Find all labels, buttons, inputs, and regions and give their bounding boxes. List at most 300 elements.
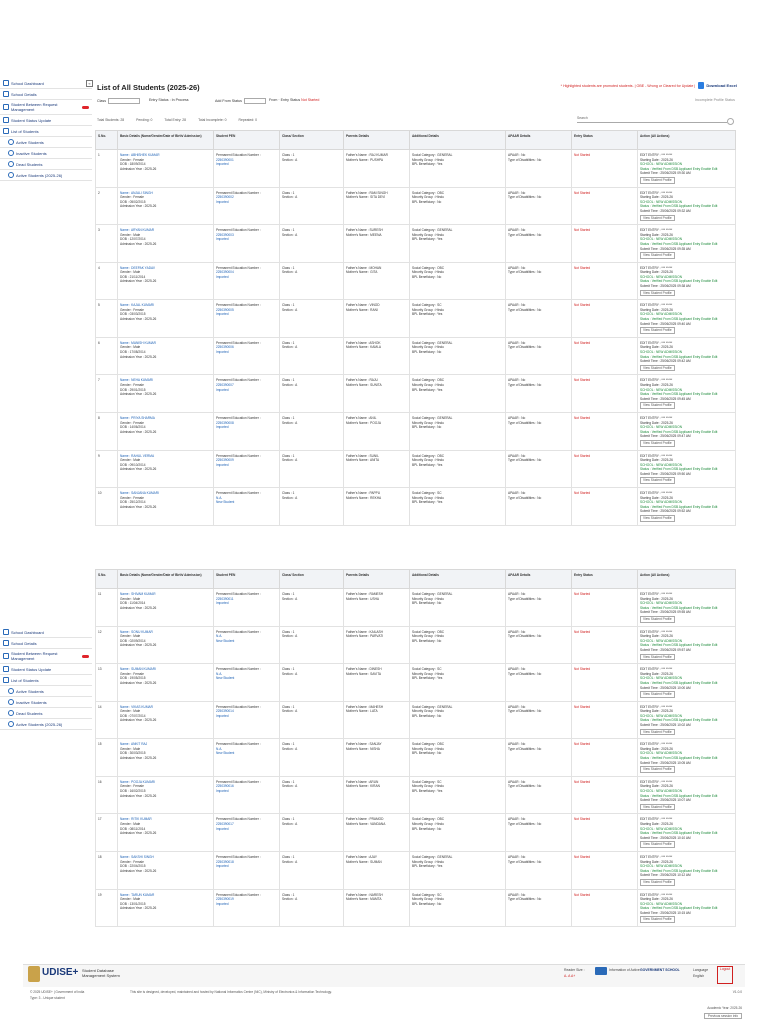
- sidebar-item[interactable]: [0, 638, 92, 649]
- cell-line: BPL Beneficiary : No: [412, 751, 442, 756]
- cell-line: Mother's Name : USHA: [346, 596, 380, 601]
- cell-parents: [344, 337, 410, 375]
- view-profile-button[interactable]: View Student Profile: [640, 916, 675, 923]
- cell-line: Minority Group : Hindu: [412, 232, 444, 237]
- cell-line: Admission Year : 2025-26: [120, 605, 157, 610]
- sidebar-item[interactable]: [0, 627, 92, 638]
- cell-status: [572, 488, 638, 526]
- cell-basic: [118, 450, 214, 488]
- cell-line: SCHOOL : NEW ADMISSION: [640, 462, 683, 467]
- column-header: Entry Status: [572, 570, 638, 589]
- student-name[interactable]: Name : SUMAN KUMARI: [120, 667, 156, 672]
- cell-pen: [214, 488, 280, 526]
- sidebar-item[interactable]: [0, 137, 92, 148]
- sidebar-item-label: List of Students: [11, 677, 39, 683]
- cell-additional: [410, 150, 506, 188]
- pen-number: 2250390011: [216, 596, 234, 601]
- entry-status-badge: Not Started: [574, 491, 591, 496]
- table-row: [96, 150, 736, 188]
- table-row: [96, 300, 736, 338]
- cell-line: APAAR : No: [508, 817, 526, 822]
- sidebar-item[interactable]: [0, 708, 92, 719]
- cell-line: Gender : Female: [120, 420, 144, 425]
- cell-additional: [410, 225, 506, 263]
- student-name[interactable]: Name : SANJANA KUMARI: [120, 491, 159, 496]
- view-profile-button[interactable]: View Student Profile: [640, 879, 675, 886]
- cell-line: DOB : 17/08/2014: [120, 350, 146, 354]
- cell-line: DOB : 05/02/2015: [120, 199, 146, 204]
- cell-line: Section : A: [282, 307, 298, 312]
- pen-status: Imported: [216, 789, 229, 793]
- cell-line: Father's Name : SUNIL: [346, 453, 379, 458]
- sidebar-toggle[interactable]: «: [86, 80, 93, 87]
- cell-line: Class : 1: [282, 629, 295, 634]
- view-profile-button[interactable]: View Student Profile: [640, 177, 675, 184]
- cell-line: Admission Year : 2025-26: [120, 831, 157, 836]
- entry-status-filter-2[interactable]: From · Entry Status Not Started: [269, 98, 320, 102]
- last-login-info: Previous session info: [704, 1013, 742, 1019]
- cell-line: Class : 1: [282, 415, 295, 420]
- cell-line: Father's Name : RAM SINGH: [346, 190, 388, 195]
- cell-apaar: [506, 626, 572, 664]
- entry-status-badge: Not Started: [574, 153, 591, 157]
- sidebar-item[interactable]: [0, 126, 92, 137]
- student-name[interactable]: Name : MANISH KUMAR: [120, 340, 156, 345]
- session-info: Academic Year: 2025-26: [707, 1006, 742, 1010]
- cell-actions: [638, 701, 736, 739]
- excel-icon: [698, 82, 704, 89]
- cell-sno: 6: [96, 337, 118, 375]
- cell-line: Gender : Male: [120, 270, 141, 275]
- column-header: APAAR Details: [506, 570, 572, 589]
- cell-class: [280, 589, 344, 627]
- table-row: [96, 776, 736, 814]
- view-profile-button[interactable]: View Student Profile: [640, 290, 675, 297]
- sidebar-item-label: Student Status Update: [11, 117, 52, 123]
- pen-number: 2250390006: [216, 345, 234, 350]
- column-header: Entry Status: [572, 131, 638, 150]
- sidebar-item[interactable]: [0, 148, 92, 159]
- pen-number: N.A.: [216, 746, 223, 751]
- cell-additional: [410, 412, 506, 450]
- cell-line: Admission Year : 2025-26: [120, 906, 157, 911]
- student-name[interactable]: Name : DEEPAK YADAV: [120, 265, 156, 270]
- cell-line: Section : A: [282, 345, 298, 350]
- cell-line: APAAR : No: [508, 667, 526, 672]
- cell-line: Starting Date : 2025-26: [640, 634, 673, 639]
- summary-tab[interactable]: Repeated: 0: [238, 118, 258, 122]
- student-name[interactable]: Name : RAHUL VERMA: [120, 453, 155, 458]
- cell-sno: 9: [96, 450, 118, 488]
- cell-line: Minority Group : Hindu: [412, 821, 444, 826]
- view-profile-button[interactable]: View Student Profile: [640, 616, 675, 623]
- cell-line: Social Category : GENERAL: [412, 704, 453, 709]
- pen-status: Imported: [216, 462, 229, 467]
- entry-status-badge: Not Started: [574, 854, 591, 859]
- student-name[interactable]: Name : ANKIT RAJ: [120, 742, 148, 747]
- cell-status: [572, 739, 638, 777]
- language-label: Language: [693, 968, 709, 972]
- cell-class: [280, 150, 344, 188]
- cell-status: [572, 412, 638, 450]
- cell-line: Type of Disabilities : No: [508, 345, 542, 350]
- cell-line: Status : Verified From DSB Applicant Entry Enable Edit: [640, 756, 718, 761]
- cell-line: EDIT ENTRY : *** *****: [640, 453, 673, 458]
- cell-line: Status : Verified From DSB Applicant Entry Enable Edit: [640, 643, 718, 648]
- cell-pen: [214, 187, 280, 225]
- search-input[interactable]: Search: [577, 116, 727, 123]
- sidebar-item-label: List of Students: [11, 128, 39, 134]
- cell-line: Section : A: [282, 821, 298, 826]
- reader-size-label: Reader Size :: [564, 968, 585, 972]
- cell-line: Status : Verified From DSB Applicant Entry Enable Edit: [640, 392, 718, 397]
- student-name[interactable]: Name : KAJAL KUMARI: [120, 303, 155, 308]
- cell-line: Section : A: [282, 157, 298, 162]
- cell-line: SCHOOL : NEW ADMISSION: [640, 901, 683, 906]
- language-select[interactable]: English: [693, 974, 705, 978]
- cell-sno: 5: [96, 300, 118, 338]
- screen-part-2: [0, 563, 768, 963]
- cell-sno: 2: [96, 187, 118, 225]
- cell-line: Minority Group : Hindu: [412, 157, 444, 162]
- cell-line: SCHOOL : NEW ADMISSION: [640, 274, 683, 279]
- sidebar-item[interactable]: [0, 675, 92, 686]
- cell-additional: [410, 664, 506, 702]
- cell-line: APAAR : No: [508, 265, 526, 270]
- cell-line: SCHOOL : NEW ADMISSION: [640, 713, 683, 718]
- cell-line: Social Category : OBC: [412, 265, 445, 270]
- cell-actions: [638, 187, 736, 225]
- cell-line: DOB : 09/10/2014: [120, 462, 146, 467]
- cell-line: Mother's Name : LATA: [346, 709, 378, 714]
- sidebar-item[interactable]: [0, 115, 92, 126]
- cell-line: SCHOOL : NEW ADMISSION: [640, 425, 683, 430]
- cell-line: Section : A: [282, 859, 298, 864]
- sidebar-item[interactable]: [0, 649, 92, 664]
- cell-line: Father's Name : ANIL: [346, 415, 377, 420]
- entry-status-filter[interactable]: Entry Status : In Process: [149, 98, 189, 102]
- sidebar-item[interactable]: [0, 78, 92, 89]
- download-excel-button[interactable]: [698, 82, 737, 89]
- cell-basic: [118, 375, 214, 413]
- student-name[interactable]: Name : ANJALI SINGH: [120, 190, 153, 195]
- pen-number: 2250390005: [216, 307, 234, 312]
- pen-number: 2250390016: [216, 784, 234, 789]
- cell-line: Class : 1: [282, 817, 295, 822]
- cell-line: Starting Date : 2025-26: [640, 671, 673, 676]
- student-name[interactable]: Name : VIKAS KUMAR: [120, 704, 153, 709]
- student-name[interactable]: Name : TARUN KUMAR: [120, 892, 155, 897]
- cell-additional: [410, 814, 506, 852]
- class-filter-label: Class: [97, 98, 106, 103]
- view-profile-button[interactable]: View Student Profile: [640, 477, 675, 484]
- view-profile-button[interactable]: View Student Profile: [640, 766, 675, 773]
- cell-line: Father's Name : SANJAY: [346, 742, 382, 747]
- summary-tab[interactable]: Total Students: 28: [97, 118, 125, 122]
- cell-basic: [118, 889, 214, 927]
- student-name[interactable]: Name : PRIYA SHARMA: [120, 415, 155, 420]
- cell-class: [280, 701, 344, 739]
- cell-line: Minority Group : Hindu: [412, 596, 444, 601]
- view-profile-button[interactable]: View Student Profile: [640, 515, 675, 522]
- cell-pen: [214, 851, 280, 889]
- menu-icon: [3, 666, 9, 672]
- cell-line: Type of Disabilities : No: [508, 495, 542, 500]
- pen-number: N.A.: [216, 495, 223, 500]
- cell-parents: [344, 701, 410, 739]
- cell-line: Submit Time : 25/06/2025 09:50 AM: [640, 471, 691, 476]
- cell-additional: [410, 739, 506, 777]
- cell-actions: [638, 225, 736, 263]
- cell-sno: 19: [96, 889, 118, 927]
- cell-line: APAAR : No: [508, 228, 526, 233]
- sidebar-item[interactable]: [0, 170, 92, 181]
- cell-class: [280, 187, 344, 225]
- entry-status-badge: Not Started: [574, 742, 591, 747]
- cell-line: Status : Verified From DSB Applicant Entry Enable Edit: [640, 467, 718, 472]
- cell-line: Social Category : GENERAL: [412, 340, 453, 345]
- cell-line: Admission Year : 2025-26: [120, 680, 157, 685]
- cell-actions: [638, 300, 736, 338]
- pen-number: 2250390014: [216, 709, 234, 714]
- summary-tab[interactable]: Total Entry: 28: [164, 118, 187, 122]
- cell-line: BPL Beneficiary : Yes: [412, 237, 443, 242]
- cell-line: Type of Disabilities : No: [508, 897, 542, 902]
- cell-line: Permanent Education Number :: [216, 453, 261, 458]
- cell-line: Starting Date : 2025-26: [640, 307, 673, 312]
- cell-line: Status : Verified From DSB Applicant Entry Enable Edit: [640, 680, 718, 685]
- view-profile-button[interactable]: View Student Profile: [640, 402, 675, 409]
- cell-line: SCHOOL : NEW ADMISSION: [640, 162, 683, 167]
- sidebar-item-label: School Details: [11, 640, 37, 646]
- summary-tab[interactable]: Total Incomplete: 0: [198, 118, 227, 122]
- sidebar-item-label: School Details: [11, 91, 37, 97]
- cell-line: Section : A: [282, 784, 298, 789]
- sidebar-item[interactable]: [0, 719, 92, 730]
- add-from-select[interactable]: [244, 98, 266, 104]
- cell-line: Type of Disabilities : No: [508, 746, 542, 751]
- logout-button[interactable]: [717, 966, 733, 984]
- cell-line: Permanent Education Number :: [216, 265, 261, 270]
- table-row: [96, 187, 736, 225]
- cell-class: [280, 488, 344, 526]
- cell-line: Admission Year : 2025-26: [120, 354, 157, 359]
- cell-line: Gender : Male: [120, 458, 141, 463]
- cell-sno: 13: [96, 664, 118, 702]
- cell-line: Mother's Name : SUMAN: [346, 859, 382, 864]
- cell-additional: [410, 889, 506, 927]
- pen-status: New Student: [216, 676, 235, 681]
- cell-line: Submit Time : 25/06/2025 09:45 AM: [640, 396, 691, 401]
- view-profile-button[interactable]: View Student Profile: [640, 327, 675, 334]
- cell-sno: 17: [96, 814, 118, 852]
- class-filter[interactable]: [97, 98, 140, 104]
- cell-line: Class : 1: [282, 667, 295, 672]
- cell-status: [572, 776, 638, 814]
- cell-line: Minority Group : Hindu: [412, 784, 444, 789]
- summary-tab[interactable]: Pending: 0: [136, 118, 153, 122]
- cell-line: Permanent Education Number :: [216, 629, 261, 634]
- refresh-icon[interactable]: [727, 118, 734, 125]
- cell-line: BPL Beneficiary : No: [412, 826, 442, 831]
- cell-line: Type of Disabilities : No: [508, 671, 542, 676]
- cell-line: Mother's Name : KAMLA: [346, 345, 381, 350]
- cell-line: Permanent Education Number :: [216, 779, 261, 784]
- from-label: From: [269, 98, 278, 102]
- view-profile-button[interactable]: View Student Profile: [640, 804, 675, 811]
- table-row: [96, 450, 736, 488]
- table-row: [96, 739, 736, 777]
- view-profile-button[interactable]: View Student Profile: [640, 252, 675, 259]
- cell-line: Status : Verified From DSB Applicant Entry Enable Edit: [640, 605, 718, 610]
- cell-line: Submit Time : 25/06/2025 09:42 AM: [640, 359, 691, 364]
- cell-line: Social Category : GENERAL: [412, 592, 453, 596]
- cell-parents: [344, 300, 410, 338]
- cell-actions: [638, 375, 736, 413]
- sidebar-item-label: Active Students: [16, 688, 44, 694]
- view-profile-button[interactable]: View Student Profile: [640, 440, 675, 447]
- cell-line: APAAR : No: [508, 153, 526, 157]
- cell-line: Status : Verified From DSB Applicant Entry Enable Edit: [640, 504, 718, 509]
- cell-line: Starting Date : 2025-26: [640, 495, 673, 500]
- student-name[interactable]: Name : POOJA KUMARI: [120, 779, 156, 784]
- column-header: Class/ Section: [280, 570, 344, 589]
- cell-line: BPL Beneficiary : No: [412, 199, 442, 204]
- menu-icon: [3, 128, 9, 134]
- cell-line: Type of Disabilities : No: [508, 596, 542, 601]
- menu-icon: [3, 629, 9, 635]
- cell-line: BPL Beneficiary : Yes: [412, 462, 443, 467]
- cell-line: EDIT ENTRY : *** *****: [640, 378, 673, 383]
- view-profile-button[interactable]: View Student Profile: [640, 841, 675, 848]
- cell-parents: [344, 150, 410, 188]
- cell-line: DOB : 13/01/2015: [120, 901, 146, 906]
- cell-additional: [410, 187, 506, 225]
- footer-subtitle: Student Database Management System: [82, 968, 120, 978]
- cell-line: Gender : Female: [120, 307, 144, 312]
- cell-line: Type of Disabilities : No: [508, 270, 542, 275]
- student-name[interactable]: Name : NEHA KUMARI: [120, 378, 154, 383]
- student-name[interactable]: Name : SHIVAM KUMAR: [120, 592, 156, 596]
- cell-line: Section : A: [282, 746, 298, 751]
- cell-line: Starting Date : 2025-26: [640, 596, 673, 601]
- add-from-filter[interactable]: [215, 98, 266, 104]
- pen-status: Imported: [216, 387, 229, 392]
- class-select[interactable]: [108, 98, 140, 104]
- cell-line: Class : 1: [282, 265, 295, 270]
- info-active-label: Information of Active: [609, 968, 640, 972]
- cell-parents: [344, 187, 410, 225]
- list-icon: [8, 699, 14, 705]
- cell-line: Minority Group : Hindu: [412, 859, 444, 864]
- highlight-notice: * Highlighted students are promoted students. | OBE - Wrong or Cleared for Update |: [560, 83, 696, 88]
- pen-number: 2250390018: [216, 859, 234, 864]
- cell-line: Social Category : OBC: [412, 378, 445, 383]
- cell-line: Submit Time : 25/06/2025 09:57 AM: [640, 647, 691, 652]
- cell-actions: [638, 488, 736, 526]
- cell-line: Starting Date : 2025-26: [640, 821, 673, 826]
- cell-line: Social Category : OBC: [412, 629, 445, 634]
- cell-line: Status : Verified From DSB Applicant Entry Enable Edit: [640, 354, 718, 359]
- view-profile-button[interactable]: View Student Profile: [640, 365, 675, 372]
- new-badge: [82, 106, 89, 109]
- cell-status: [572, 664, 638, 702]
- cell-line: Submit Time : 25/06/2025 09:47 AM: [640, 434, 691, 439]
- cell-sno: 1: [96, 150, 118, 188]
- cell-status: [572, 187, 638, 225]
- sidebar-item[interactable]: [0, 100, 92, 115]
- cell-parents: [344, 375, 410, 413]
- student-name[interactable]: Name : RITIK KUMAR: [120, 817, 152, 822]
- cell-status: [572, 262, 638, 300]
- view-profile-button[interactable]: View Student Profile: [640, 729, 675, 736]
- reader-size-controls[interactable]: A- A A+: [564, 974, 576, 978]
- cell-status: [572, 337, 638, 375]
- cell-actions: [638, 337, 736, 375]
- cell-line: DOB : 12/07/2014: [120, 237, 146, 242]
- student-name[interactable]: Name : ARYAN KUMAR: [120, 228, 155, 233]
- cell-line: BPL Beneficiary : Yes: [412, 864, 443, 869]
- cell-line: Gender : Female: [120, 382, 144, 387]
- pen-status: Imported: [216, 162, 229, 167]
- student-name[interactable]: Name : SAKSHI SINGH: [120, 854, 154, 859]
- cell-pen: [214, 739, 280, 777]
- cell-apaar: [506, 739, 572, 777]
- sidebar-item[interactable]: [0, 686, 92, 697]
- entry-status-badge: Not Started: [574, 453, 591, 458]
- cell-additional: [410, 851, 506, 889]
- cell-line: Minority Group : Hindu: [412, 495, 444, 500]
- cell-basic: [118, 664, 214, 702]
- sidebar-item-label: School Dashboard: [11, 629, 44, 635]
- table-header-row: [96, 570, 736, 589]
- cell-parents: [344, 626, 410, 664]
- incomplete-profile-link[interactable]: Incomplete Profile Status: [695, 98, 735, 102]
- nic-note: This site is designed, developed, maintained and hosted by National Informatics Centre (NIC), Ministry of Electronics & Information Technology.: [130, 990, 332, 994]
- sidebar-item[interactable]: [0, 159, 92, 170]
- student-name[interactable]: Name : SONU KUMAR: [120, 629, 153, 634]
- footer: [0, 952, 768, 1024]
- cell-line: Gender : Female: [120, 157, 144, 162]
- cell-line: DOB : 25/12/2014: [120, 500, 146, 505]
- cell-apaar: [506, 412, 572, 450]
- cell-line: SCHOOL : NEW ADMISSION: [640, 864, 683, 869]
- view-profile-button[interactable]: View Student Profile: [640, 215, 675, 222]
- cell-line: Section : A: [282, 897, 298, 902]
- sidebar-item[interactable]: [0, 89, 92, 100]
- cell-line: BPL Beneficiary : No: [412, 638, 442, 643]
- sidebar-item[interactable]: [0, 697, 92, 708]
- cell-additional: [410, 375, 506, 413]
- cell-line: DOB : 19/05/2015: [120, 676, 146, 681]
- cell-line: Permanent Education Number :: [216, 592, 261, 596]
- cell-line: EDIT ENTRY : *** *****: [640, 704, 673, 709]
- cell-line: Class : 1: [282, 453, 295, 458]
- student-name[interactable]: Name : ABHISHEK KUMAR: [120, 153, 160, 157]
- cell-basic: [118, 739, 214, 777]
- cell-line: Status : Verified From DSB Applicant Entry Enable Edit: [640, 906, 718, 911]
- view-profile-button[interactable]: View Student Profile: [640, 654, 675, 661]
- cell-line: Class : 1: [282, 592, 295, 596]
- column-header: S.No.: [96, 570, 118, 589]
- cell-line: Status : Verified From DSB Applicant Entry Enable Edit: [640, 793, 718, 798]
- sidebar-item-label: Inactive Students: [16, 699, 47, 705]
- pen-status: Imported: [216, 237, 229, 242]
- cell-line: Status : Verified From DSB Applicant Entry Enable Edit: [640, 868, 718, 873]
- sidebar-item[interactable]: [0, 664, 92, 675]
- view-profile-button[interactable]: View Student Profile: [640, 691, 675, 698]
- cell-sno: 3: [96, 225, 118, 263]
